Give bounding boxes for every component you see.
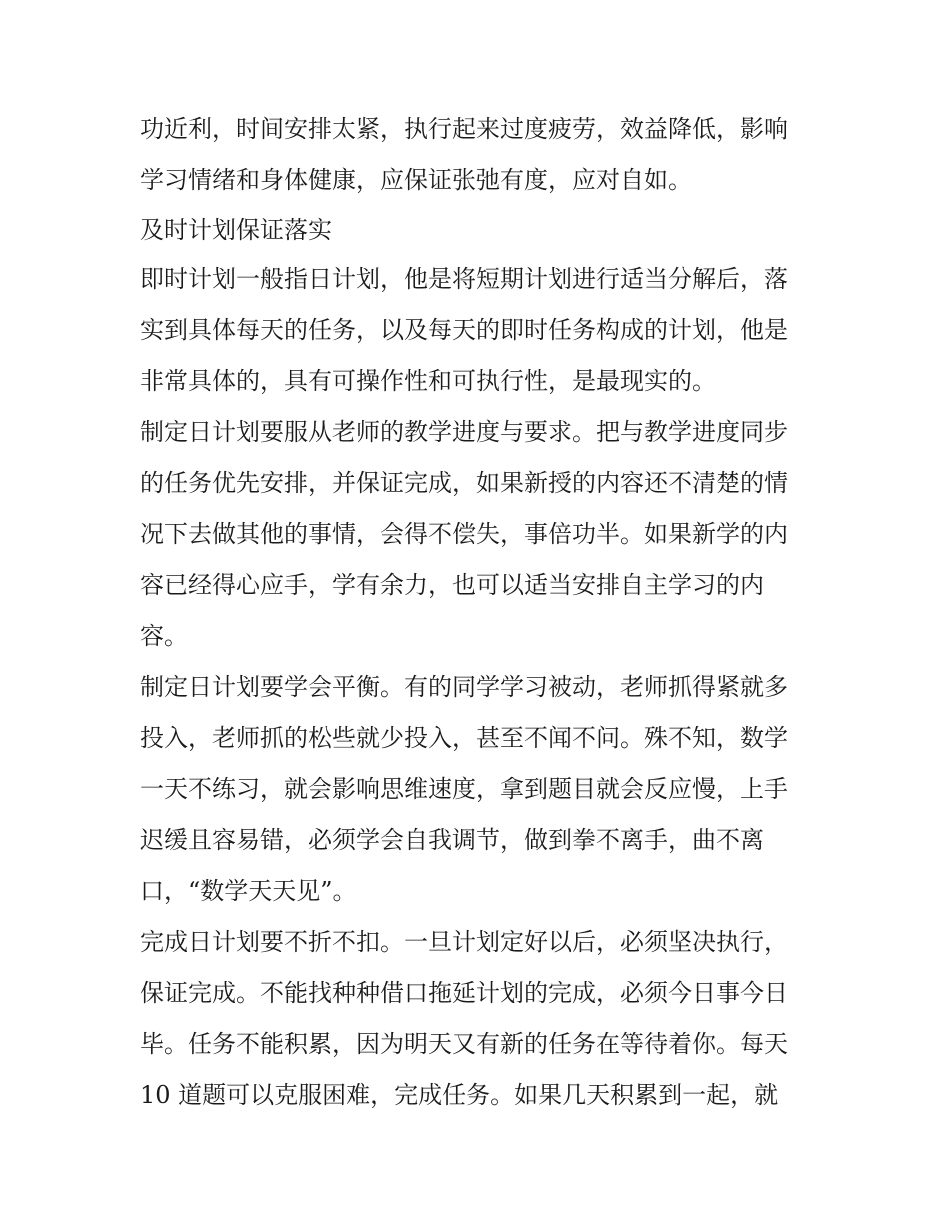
text-line: 保证完成。不能找种种借口拖延计划的完成，必须今日事今日: [140, 979, 788, 1007]
text-line: 完成日计划要不折不扣。一旦计划定好以后，必须坚决执行，: [140, 928, 788, 956]
text-line: 10 道题可以克服困难，完成任务。如果几天积累到一起，就: [140, 1081, 779, 1109]
paragraph-3: [140, 407, 820, 662]
text-line: 口，“数学天天见”。: [140, 877, 357, 905]
text-line: 一天不练习，就会影响思维速度，拿到题目就会反应慢，上手: [140, 775, 788, 803]
text-line: 迟缓且容易错，必须学会自我调节，做到拳不离手，曲不离: [140, 826, 764, 854]
section-heading: [140, 206, 820, 254]
text-line: 毕。任务不能积累，因为明天又有新的任务在等待着你。每天: [140, 1030, 788, 1058]
text-line: 容已经得心应手，学有余力，也可以适当安排自主学习的内: [140, 571, 764, 599]
text-line: 制定日计划要学会平衡。有的同学学习被动，老师抓得紧就多: [140, 673, 788, 701]
heading-text: 及时计划保证落实: [140, 216, 332, 244]
paragraph-2: [140, 254, 820, 407]
text-line: 容。: [140, 622, 188, 650]
text-line: 功近利，时间安排太紧，执行起来过度疲劳，效益降低，影响: [140, 115, 788, 143]
text-line: 即时计划一般指日计划，他是将短期计划进行适当分解后，落: [140, 265, 788, 293]
document-body: [140, 104, 820, 1121]
paragraph-4: [140, 662, 820, 917]
text-line: 的任务优先安排，并保证完成，如果新授的内容还不清楚的情: [140, 469, 788, 497]
text-line: 非常具体的，具有可操作性和可执行性，是最现实的。: [140, 367, 716, 395]
text-line: 制定日计划要服从老师的教学进度与要求。把与教学进度同步: [140, 418, 788, 446]
text-line: 实到具体每天的任务，以及每天的即时任务构成的计划，他是: [140, 316, 788, 344]
text-line: 学习情绪和身体健康，应保证张弛有度，应对自如。: [140, 166, 692, 194]
paragraph-5: [140, 917, 820, 1121]
text-line: 况下去做其他的事情，会得不偿失，事倍功半。如果新学的内: [140, 520, 788, 548]
text-line: 投入，老师抓的松些就少投入，甚至不闻不问。殊不知，数学: [140, 724, 788, 752]
paragraph-1: [140, 104, 820, 206]
